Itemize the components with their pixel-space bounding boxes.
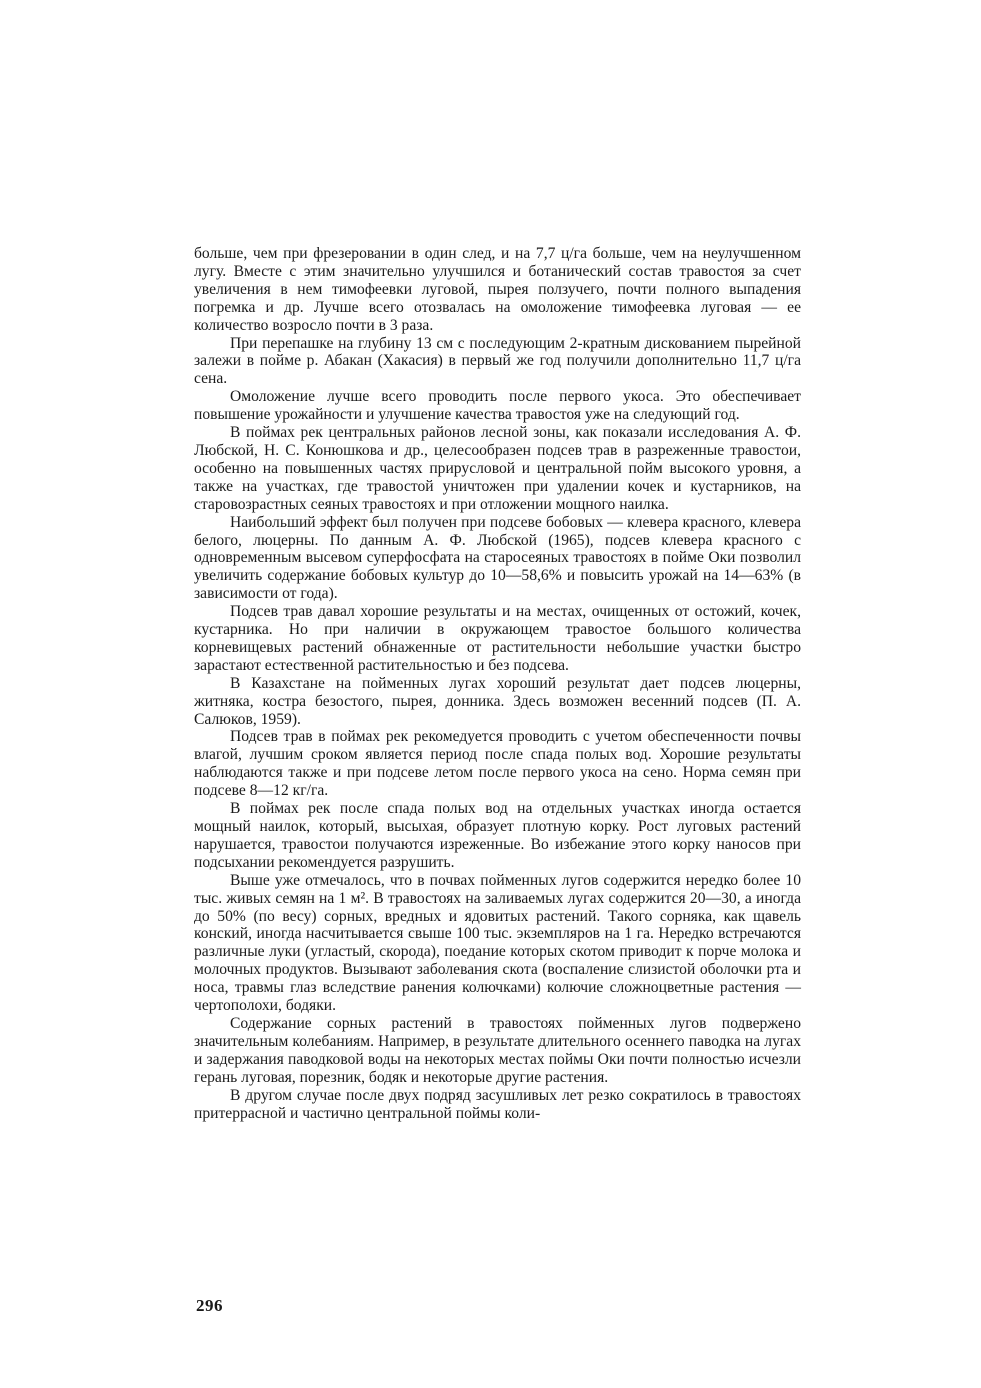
paragraph: Подсев трав давал хорошие результаты и на местах, очищенных от остожий, кочек, кустарника. Но при наличии в окружающем травостое большого количества корневищевых растений обнаженные от растительности небольшие участки быстро зарастают естественной растительностью и без подсева. bbox=[194, 603, 801, 674]
paragraph: больше, чем при фрезеровании в один след, и на 7,7 ц/га больше, чем на неулучшенном лугу. Вместе с этим значительно улучшился и ботанический состав травостоя за счет увеличения в нем тимофеевки луговой, пырея ползучего, почти полного выпадения погремка и др. Лучше всего отозвалась на омоложение тимофеевка луговая — ее количество возросло почти в 3 раза. bbox=[194, 245, 801, 334]
paragraph: Наибольший эффект был получен при подсеве бобовых — клевера красного, клевера белого, люцерны. По данным А. Ф. Любской (1965), подсев клевера красного с одновременным высевом суперфосфата на старосеяных травостоях в пойме Оки позволил увеличить содержание бобовых культур до 10—58,6% и повысить урожай на 14—63% (в зависимости от года). bbox=[194, 513, 801, 603]
paragraph: При перепашке на глубину 13 см с последующим 2-кратным дискованием пырейной залежи в пойме р. Абакан (Хакасия) в первый же год получили дополнительно 11,7 ц/га сена. bbox=[194, 334, 801, 388]
body-text bbox=[194, 245, 801, 1122]
paragraph: Выше уже отмечалось, что в почвах пойменных лугов содержится нередко более 10 тыс. живых семян на 1 м². В травостоях на заливаемых лугах содержится 20—30, а иногда до 50% (по весу) сорных, вредных и ядовитых растений. Такого сорняка, как щавель конский, иногда насчитывается свыше 100 тыс. экземпляров на 1 га. Нередко встречаются различные луки (угластый, скорода), поедание которых скотом приводит к порче молока и молочных продуктов. Вызывают заболевания скота (воспаление слизистой оболочки рта и носа, травмы глаз вследствие ранения колючками) колючие сложноцветные растения — чертополохи, бодяки. bbox=[194, 871, 801, 1015]
paragraph: В поймах рек после спада полых вод на отдельных участках иногда остается мощный наилок, который, высыхая, образует плотную корку. Рост луговых растений нарушается, травостои получаются изреженные. Во избежание этого корку наносов при подсыхании рекомендуется разрушить. bbox=[194, 800, 801, 871]
paragraph: В другом случае после двух подряд засушливых лет резко сократилось в травостоях притеррасной и частично центральной поймы коли- bbox=[194, 1086, 801, 1122]
paragraph: Омоложение лучше всего проводить после первого укоса. Это обеспечивает повышение урожайности и улучшение качества травостоя уже на следующий год. bbox=[194, 388, 801, 424]
paragraph: В Казахстане на пойменных лугах хороший результат дает подсев люцерны, житняка, костра безостого, пырея, донника. Здесь возможен весенний подсев (П. А. Салюков, 1959). bbox=[194, 674, 801, 728]
paragraph: Содержание сорных растений в травостоях пойменных лугов подвержено значительным колебаниям. Например, в результате длительного осеннего паводка на лугах и задержания паводковой воды на некоторых местах поймы Оки почти полностью исчезли герань луговая, порезник, бодяк и некоторые другие растения. bbox=[194, 1014, 801, 1086]
paragraph: Подсев трав в поймах рек рекомедуется проводить с учетом обеспеченности почвы влагой, лучшим сроком является период после спада полых вод. Хорошие результаты наблюдаются также и при подсеве летом после первого укоса на сено. Норма семян при подсеве 8—12 кг/га. bbox=[194, 728, 801, 800]
page-number: 296 bbox=[196, 1296, 223, 1315]
paragraph: В поймах рек центральных районов лесной зоны, как показали исследования А. Ф. Любской, Н. С. Конюшкова и др., целесообразен подсев трав в разреженные травостои, особенно на повышенных частях прирусловой и центральной пойм высокого уровня, а также на участках, где травостой уничтожен при удалении кочек и кустарников, на старовозрастных сеяных травостоях и при отложении мощного наилка. bbox=[194, 424, 801, 513]
